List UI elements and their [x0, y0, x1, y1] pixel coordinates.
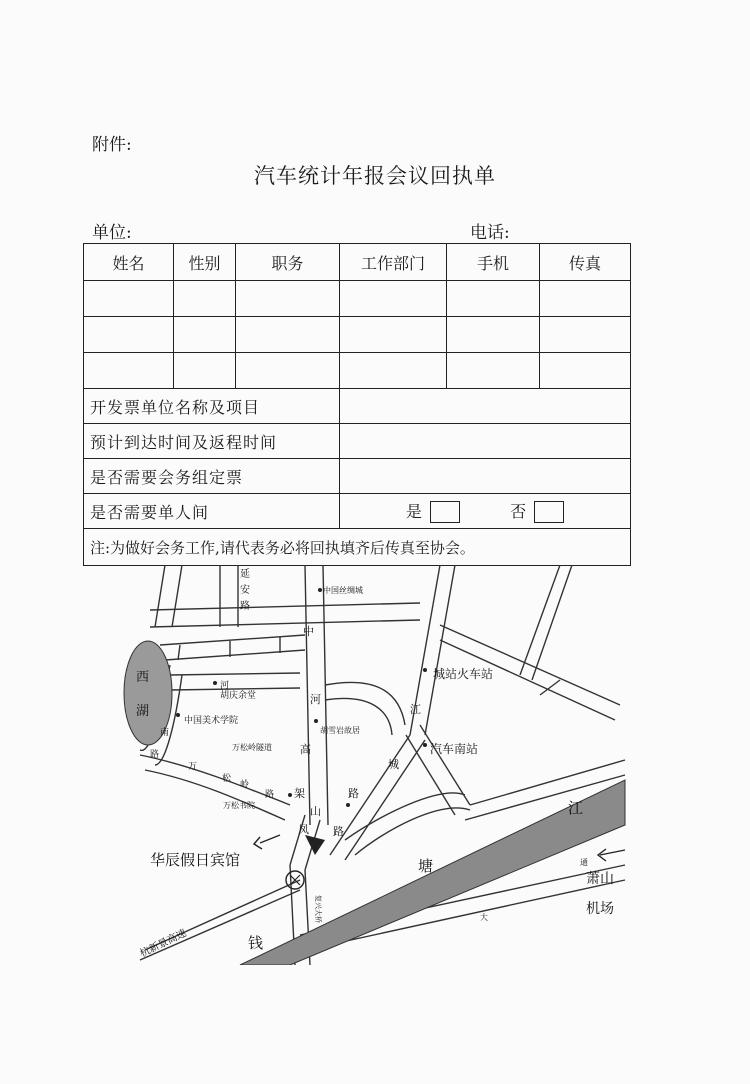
map-label-wansong-academy: 万松书院 [223, 801, 255, 810]
road-char: 路 [348, 787, 359, 800]
map-label-huqingyu: 胡庆余堂 [220, 691, 257, 701]
cell-department[interactable] [340, 353, 447, 389]
road-char: 山 [310, 805, 321, 818]
arrival-label: 预计到达时间及返程时间 [84, 424, 340, 459]
cell-mobile[interactable] [447, 281, 540, 317]
yes-label: 是 [405, 501, 422, 521]
col-fax-header: 传真 [540, 244, 631, 281]
cell-department[interactable] [340, 317, 447, 353]
table-row [84, 281, 631, 317]
cell-fax[interactable] [540, 353, 631, 389]
single-room-row [84, 494, 631, 529]
road-char: 凤 [298, 823, 309, 836]
invoice-field[interactable] [340, 389, 631, 424]
arrival-field[interactable] [340, 424, 631, 459]
note-text: 注:为做好会务工作,请代表务必将回执填齐后传真至协会。 [84, 529, 631, 566]
hotel-marker [254, 835, 325, 889]
col-mobile-header: 手机 [447, 244, 540, 281]
ticket-field[interactable] [340, 459, 631, 494]
col-name-header: 姓名 [84, 244, 174, 281]
lake-char-2: 湖 [136, 704, 150, 719]
cell-gender[interactable] [174, 281, 236, 317]
yes-checkbox[interactable] [430, 501, 460, 523]
cell-fax[interactable] [540, 281, 631, 317]
map-label-meiyuan: 中国美术学院 [184, 716, 239, 726]
road-char: 中 [303, 625, 314, 638]
cell-name[interactable] [84, 353, 174, 389]
map-label-hangxin: 杭新景高速 [138, 927, 189, 960]
map-label-wansong-tunnel: 万松岭隧道 [232, 743, 272, 752]
road-char: 大 [480, 913, 488, 922]
cell-gender[interactable] [174, 317, 236, 353]
table-header-row [84, 244, 631, 281]
ticket-row [84, 459, 631, 494]
no-label: 否 [510, 501, 527, 521]
road-char: 安 [240, 585, 250, 596]
road-char: 江 [410, 703, 421, 716]
table-row [84, 317, 631, 353]
road-char: 路 [265, 790, 275, 800]
table-row [84, 353, 631, 389]
cell-position[interactable] [236, 317, 340, 353]
cell-name[interactable] [84, 281, 174, 317]
arrival-row [84, 424, 631, 459]
road-char: 路 [240, 601, 250, 612]
col-gender-header: 性别 [174, 244, 236, 281]
single-room-choice [340, 494, 631, 529]
road-char: 路 [150, 750, 160, 760]
road-char: 路 [333, 825, 344, 838]
map-label-qichenanzhan: 汽车南站 [430, 742, 479, 756]
river-char-1: 钱 [248, 934, 264, 952]
cell-gender[interactable] [174, 353, 236, 389]
road-char: 城 [388, 758, 399, 771]
form-title: 汽车统计年报会议回执单 [254, 164, 496, 188]
hotel-label: 华辰假日宾馆 [150, 851, 241, 869]
invoice-label: 开发票单位名称及项目 [84, 389, 340, 424]
road-char: 万 [188, 762, 198, 772]
phone-label: 电话: [470, 223, 510, 243]
lake-char-1: 西 [136, 670, 150, 685]
cell-position[interactable] [236, 353, 340, 389]
col-department-header: 工作部门 [340, 244, 447, 281]
road-char: 河 [310, 693, 321, 706]
map-label-chengzhan: 城站火车站 [433, 667, 494, 681]
cell-department[interactable] [340, 281, 447, 317]
attachment-label: 附件: [92, 135, 132, 155]
airport-label-2: 机场 [586, 901, 614, 917]
river-char-3: 江 [568, 799, 584, 817]
cell-position[interactable] [236, 281, 340, 317]
map-label-huxueyan: 胡雪岩故居 [320, 726, 360, 735]
river-char-2: 塘 [418, 857, 434, 875]
road-char: 南 [160, 728, 170, 738]
cell-name[interactable] [84, 317, 174, 353]
road-char: 岭 [240, 780, 250, 790]
note-row [84, 529, 631, 566]
road-char: 松 [222, 774, 232, 784]
invoice-row [84, 389, 631, 424]
road-char: 通 [580, 858, 588, 867]
road-char: 架 [294, 787, 305, 800]
map-label-fuxing-bridge: 复兴大桥 [314, 895, 322, 923]
road-char: 河 [220, 681, 230, 691]
ticket-label: 是否需要会务组定票 [84, 459, 340, 494]
reply-form-table [83, 243, 631, 566]
col-position-header: 职务 [236, 244, 340, 281]
no-checkbox[interactable] [534, 501, 564, 523]
cell-mobile[interactable] [447, 353, 540, 389]
cell-mobile[interactable] [447, 317, 540, 353]
location-map [120, 565, 630, 965]
airport-label-1: 萧山 [586, 871, 614, 887]
cell-fax[interactable] [540, 317, 631, 353]
single-room-label: 是否需要单人间 [84, 494, 340, 529]
road-char: 延 [240, 569, 250, 580]
road-char: 高 [300, 743, 311, 756]
unit-label: 单位: [92, 223, 132, 243]
map-label-sichou: 中国丝绸城 [323, 586, 363, 595]
